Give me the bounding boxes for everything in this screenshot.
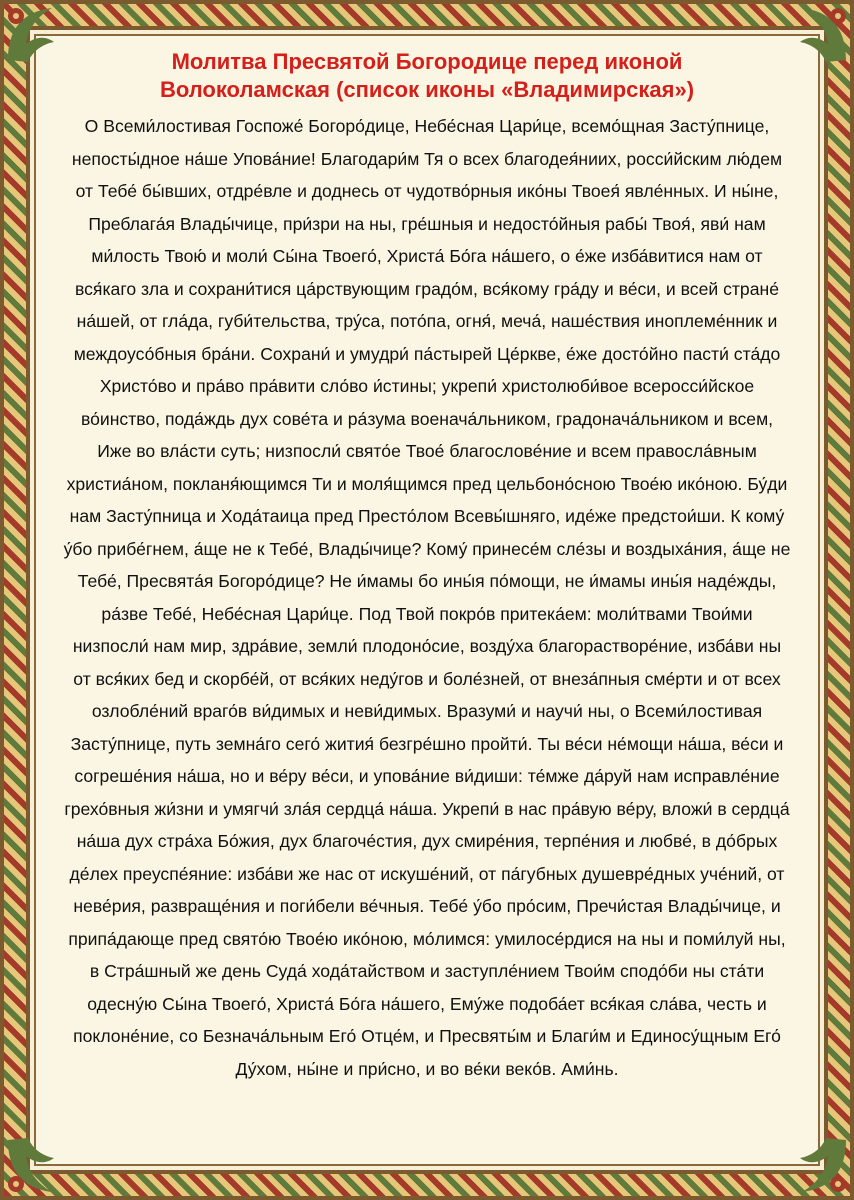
prayer-line: междоусо́бныя бра́ни. Сохрани́ и умудри́ па́стырей Це́ркве, е́же досто́йно пасти́ ста́до [73, 343, 781, 364]
prayer-line: от Тебе́ бы́вших, отдре́вле и доднесь от чудотво́рныя ико́ны Твоея́ явле́нных. И ны́не, [75, 181, 779, 201]
prayer-line: де́лех преуспе́яние: изба́ви же нас от искуше́ний, от па́губных душевре́дных уче́ний, от [69, 863, 785, 884]
prayer-line: Засту́пнице, путь земна́го сего́ жития́ безгре́шно пройти́. Ты ве́си не́мощи на́ша, ве́си и [70, 733, 784, 754]
prayer-line: припа́дающе пред свято́ю Твое́ю ико́ною, мо́лимся: умилосе́рдися на ны и поми́луй ны, [68, 928, 786, 949]
prayer-content [44, 48, 810, 1152]
prayer-line: озлобле́ний враго́в ви́димых и неви́димых. Вразуми́ и научи́ ны, о Всеми́лостивая [91, 701, 763, 721]
prayer-line: грехо́вныя жи́зни и умягчи́ зла́я сердца́ на́ша. Укрепи́ в нас пра́вую ве́ру, вложи́ в сердца́ [64, 798, 790, 819]
prayer-line: от вся́ких бед и скорбе́й, от вся́ких неду́гов и боле́зней, от внеза́пныя сме́рти и от всех [73, 668, 781, 689]
prayer-line: христиа́ном, покланя́ющимся Ти и моля́щимся пред цельбоно́сною Твое́ю ико́ною. Бу́ди [66, 473, 788, 494]
prayer-line: Преблага́я Влады́чице, при́зри на ны, гре́шныя и недосто́йныя рабы́ Твоя́, яви́ нам [88, 213, 766, 234]
prayer-title [44, 48, 810, 104]
prayer-line: на́ша дух стра́ха Бо́жия, дух благоче́стия, дух смире́ния, терпе́ния и любве́, в до́брых [76, 831, 778, 851]
prayer-line: Ду́хом, ны́не и при́сно, и во ве́ки веко́в. Ами́нь. [235, 1058, 619, 1079]
prayer-line: непосты́дное на́ше Упова́ние! Благодари́м Тя о всех благодея́ниих, росси́йским лю́дем [71, 148, 783, 169]
prayer-line: в Стра́шный же день Суда́ хода́тайством и заступле́нием Твои́м сподо́би ны ста́ти [89, 961, 765, 981]
prayer-line: поклоне́ние, со Безнача́льным Его́ Отце́м, и Пресвяты́м и Благи́м и Единосу́щным Его́ [73, 1026, 781, 1046]
prayer-line: Иже во вла́сти суть; низпосли́ свято́е Твое́ благослове́ние и всем правосла́вным [97, 441, 757, 461]
prayer-line: одесну́ю Сы́на Твоего́, Христа́ Бо́га на́шего, Ему́же подоба́ет вся́кая сла́ва, честь и [87, 993, 767, 1014]
prayer-line: у́бо прибе́гнем, а́ще не к Тебе́, Влады́чице? Кому́ принесе́м сле́зы и воздыха́ния, а́ще не [63, 538, 791, 559]
prayer-line: согреше́ния на́ша, но и ве́ру ве́си, и упова́ние ви́диши: те́мже да́руй нам исправле́ние [74, 766, 780, 786]
prayer-line: на́шей, от гла́да, губи́тельства, тру́са, пото́па, огня́, меча́, наше́ствия иноплеме́нник и [76, 311, 778, 331]
prayer-line: О Всеми́лостивая Госпоже́ Богоро́дице, Небе́сная Цари́це, всемо́щная Засту́пнице, [84, 116, 770, 136]
prayer-line: Тебе́, Пресвята́я Богоро́дице? Не и́мамы бо ины́я по́мощи, не и́мамы ины́я наде́жды, [77, 571, 777, 591]
prayer-line: нам Засту́пница и Хода́таица пред Престо́лом Всевы́шняго, иде́же предстои́ши. К кому́ [69, 506, 785, 526]
prayer-line: Христо́во и пра́во пра́вити сло́во и́стины; укрепи́ христолюби́вое всеросси́йское [99, 376, 755, 396]
prayer-title-line-1: Молитва Пресвятой Богородице перед иконой [171, 49, 683, 74]
prayer-line: ми́лость Твою́ и моли́ Сы́на Твоего́, Христа́ Бо́га на́шего, о е́же изба́витися нам от [91, 246, 763, 266]
prayer-line: ра́зве Тебе́, Небе́сная Цари́це. Под Твой покро́в притека́ем: моли́твами Твои́ми [101, 603, 753, 624]
prayer-line: неве́рия, развраще́ния и поги́бели ве́чныя. Тебе́ у́бо про́сим, Пречи́стая Влады́чице, и [73, 896, 781, 916]
prayer-line: низпосли́ нам мир, здра́вие, земли́ плодоно́сие, возду́ха благорастворе́ние, изба́ви ны [72, 636, 782, 656]
prayer-line: вся́каго зла и сохрани́тися ца́рствующим градо́м, вся́кому гра́ду и ве́си, и всей стране́ [74, 278, 780, 299]
prayer-text [44, 110, 810, 1085]
prayer-title-line-2: Волоколамская (список иконы «Владимирская») [159, 77, 695, 102]
prayer-line: во́инство, пода́ждь дух сове́та и ра́зума военача́льником, градонача́льником и всем, [80, 408, 774, 429]
